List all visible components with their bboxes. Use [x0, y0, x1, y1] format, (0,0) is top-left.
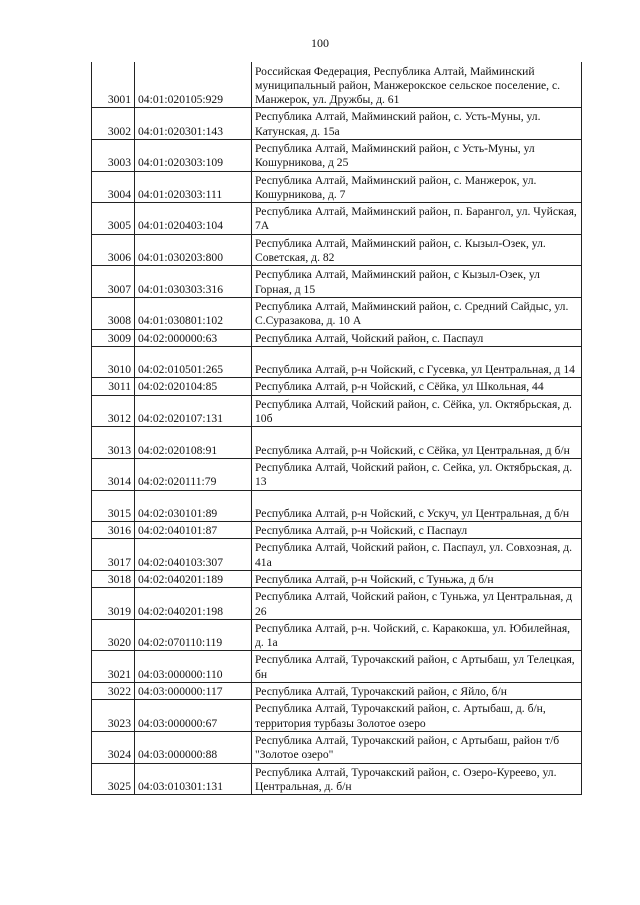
cadastral-number: 04:01:020301:143 [135, 108, 252, 140]
address: Республика Алтай, Чойский район, с. Паспаул [252, 329, 582, 346]
row-number: 3023 [92, 700, 135, 732]
address: Республика Алтай, Чойский район, с. Сейка, ул. Октябрьская, д. 13 [252, 458, 582, 490]
cadastral-number: 04:01:020105:929 [135, 62, 252, 108]
cadastral-number: 04:01:030303:316 [135, 266, 252, 298]
cadastral-number: 04:02:020104:85 [135, 378, 252, 395]
cadastral-number: 04:02:040101:87 [135, 522, 252, 539]
row-number: 3013 [92, 427, 135, 459]
table-row [92, 139, 582, 171]
table-row [92, 378, 582, 395]
cadastral-number: 04:03:000000:67 [135, 700, 252, 732]
address: Республика Алтай, Турочакский район, с Артыбаш, район т/б "Золотое озеро" [252, 731, 582, 763]
cadastral-number: 04:02:000000:63 [135, 329, 252, 346]
row-number: 3017 [92, 539, 135, 571]
row-number: 3014 [92, 458, 135, 490]
cadastral-number: 04:02:010501:265 [135, 346, 252, 378]
table-row [92, 683, 582, 700]
row-number: 3004 [92, 171, 135, 203]
address: Республика Алтай, р-н Чойский, с Сёйка, ул Центральная, д б/н [252, 427, 582, 459]
table-row [92, 571, 582, 588]
registry-table-body [92, 62, 582, 795]
table-row [92, 171, 582, 203]
row-number: 3008 [92, 297, 135, 329]
table-row [92, 522, 582, 539]
cadastral-number: 04:02:030101:89 [135, 490, 252, 522]
address: Республика Алтай, р-н. Чойский, с. Каракокша, ул. Юбилейная, д. 1а [252, 619, 582, 651]
table-row [92, 763, 582, 795]
table-row [92, 234, 582, 266]
table-row [92, 427, 582, 459]
cadastral-number: 04:02:040201:198 [135, 588, 252, 620]
row-number: 3010 [92, 346, 135, 378]
address: Республика Алтай, Майминский район, с. Усть-Муны, ул. Катунская, д. 15а [252, 108, 582, 140]
table-row [92, 700, 582, 732]
address: Республика Алтай, Чойский район, с. Сёйка, ул. Октябрьская, д. 10б [252, 395, 582, 427]
address: Республика Алтай, Турочакский район, с Артыбаш, ул Телецкая, бн [252, 651, 582, 683]
cadastral-number: 04:01:030801:102 [135, 297, 252, 329]
address: Российская Федерация, Республика Алтай, Майминский муниципальный район, Манжерокское сельское поселение, с. Манжерок, ул. Дружбы, д. 61 [252, 62, 582, 108]
address: Республика Алтай, Майминский район, с. Кызыл-Озек, ул. Советская, д. 82 [252, 234, 582, 266]
cadastral-number: 04:01:020403:104 [135, 203, 252, 235]
cadastral-number: 04:02:070110:119 [135, 619, 252, 651]
address: Республика Алтай, р-н Чойский, с Гусевка, ул Центральная, д 14 [252, 346, 582, 378]
cadastral-number: 04:02:020111:79 [135, 458, 252, 490]
cadastral-number: 04:01:020303:109 [135, 139, 252, 171]
cadastral-number: 04:02:020107:131 [135, 395, 252, 427]
cadastral-number: 04:01:030203:800 [135, 234, 252, 266]
row-number: 3021 [92, 651, 135, 683]
cadastral-number: 04:03:000000:88 [135, 731, 252, 763]
row-number: 3005 [92, 203, 135, 235]
address: Республика Алтай, р-н Чойский, с Ускуч, ул Центральная, д б/н [252, 490, 582, 522]
address: Республика Алтай, р-н Чойский, с Туньжа, д б/н [252, 571, 582, 588]
row-number: 3022 [92, 683, 135, 700]
table-row [92, 203, 582, 235]
table-row [92, 458, 582, 490]
table-row [92, 108, 582, 140]
table-row [92, 651, 582, 683]
address: Республика Алтай, Майминский район, с Усть-Муны, ул Кошурникова, д 25 [252, 139, 582, 171]
table-row [92, 329, 582, 346]
row-number: 3019 [92, 588, 135, 620]
row-number: 3009 [92, 329, 135, 346]
row-number: 3020 [92, 619, 135, 651]
address: Республика Алтай, Чойский район, с Туньжа, ул Центральная, д 26 [252, 588, 582, 620]
table-row [92, 395, 582, 427]
table-row [92, 731, 582, 763]
address: Республика Алтай, Турочакский район, с Яйло, б/н [252, 683, 582, 700]
row-number: 3016 [92, 522, 135, 539]
row-number: 3002 [92, 108, 135, 140]
row-number: 3011 [92, 378, 135, 395]
table-row [92, 297, 582, 329]
row-number: 3025 [92, 763, 135, 795]
table-row [92, 490, 582, 522]
page-number: 100 [311, 36, 329, 50]
cadastral-number: 04:03:010301:131 [135, 763, 252, 795]
address: Республика Алтай, Турочакский район, с. Озеро-Куреево, ул. Центральная, д. б/н [252, 763, 582, 795]
cadastral-number: 04:02:040201:189 [135, 571, 252, 588]
row-number: 3018 [92, 571, 135, 588]
row-number: 3003 [92, 139, 135, 171]
table-row [92, 539, 582, 571]
address: Республика Алтай, Майминский район, с. Манжерок, ул. Кошурникова, д. 7 [252, 171, 582, 203]
cadastral-number: 04:01:020303:111 [135, 171, 252, 203]
cadastral-number: 04:02:040103:307 [135, 539, 252, 571]
registry-table [91, 62, 582, 795]
row-number: 3001 [92, 62, 135, 108]
address: Республика Алтай, р-н Чойский, с Сёйка, ул Школьная, 44 [252, 378, 582, 395]
row-number: 3024 [92, 731, 135, 763]
address: Республика Алтай, Чойский район, с. Паспаул, ул. Совхозная, д. 41а [252, 539, 582, 571]
address: Республика Алтай, р-н Чойский, с Паспаул [252, 522, 582, 539]
table-row [92, 266, 582, 298]
address: Республика Алтай, Майминский район, п. Барангол, ул. Чуйская, 7А [252, 203, 582, 235]
cadastral-number: 04:02:020108:91 [135, 427, 252, 459]
table-row [92, 588, 582, 620]
table-row [92, 619, 582, 651]
address: Республика Алтай, Майминский район, с. Средний Сайдыс, ул. С.Суразакова, д. 10 А [252, 297, 582, 329]
row-number: 3012 [92, 395, 135, 427]
address: Республика Алтай, Турочакский район, с. Артыбаш, д. б/н, территория турбазы Золотое озеро [252, 700, 582, 732]
row-number: 3006 [92, 234, 135, 266]
row-number: 3007 [92, 266, 135, 298]
table-row [92, 62, 582, 108]
row-number: 3015 [92, 490, 135, 522]
cadastral-number: 04:03:000000:110 [135, 651, 252, 683]
address: Республика Алтай, Майминский район, с Кызыл-Озек, ул Горная, д 15 [252, 266, 582, 298]
table-row [92, 346, 582, 378]
cadastral-number: 04:03:000000:117 [135, 683, 252, 700]
